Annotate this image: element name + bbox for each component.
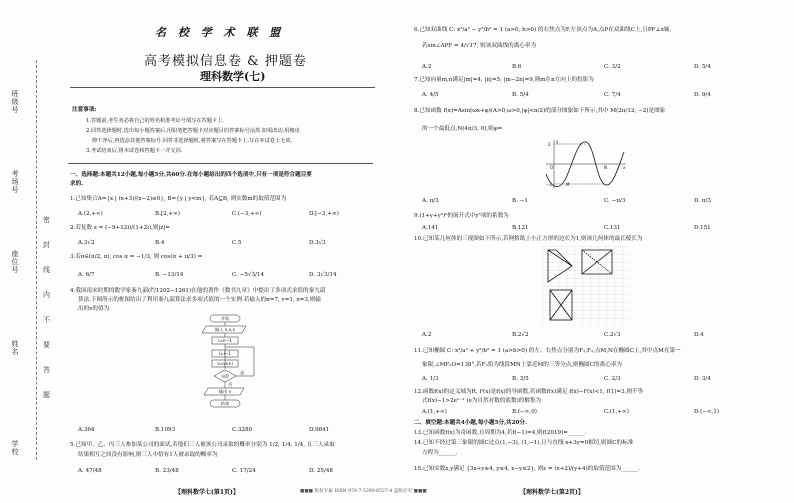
question-stem: 4.我国南宋时期的数学家秦九韶(约1202−1261)在他的著作《数书九章》中提出了多项式求值的秦九韶 bbox=[70, 288, 326, 294]
question-stem-cont: 算法.下图所示的框图给出了利用秦九韶算法求多项式值的一个实例.若输入的n=7, v=1, x=3,则输 bbox=[78, 297, 321, 303]
exam-title: 高考模拟信息卷 & 押题卷 bbox=[144, 54, 307, 69]
option: B.1093 bbox=[155, 427, 176, 433]
option: A. 6/7 bbox=[78, 272, 95, 278]
option: D.4 bbox=[694, 332, 704, 338]
fill-question: 14.已知不经过第三象限的圆C过点(1,−3), (1,−1),且与直线 x+3y=0相切,则圆C的标准 bbox=[414, 440, 634, 446]
option: A. 1/3 bbox=[422, 376, 439, 382]
flow-label: i=i−1 bbox=[218, 351, 232, 356]
option: D.9841 bbox=[309, 427, 330, 433]
class-label: 班级号 bbox=[11, 90, 19, 114]
notice-item: 擦干净后,再选涂其他答案标号.回答非选择题时,将答案写在答题卡上.写在本试卷上无效. bbox=[92, 138, 293, 144]
exam-subtitle: 理科数学(七) bbox=[200, 70, 266, 83]
option: A.3√2 bbox=[78, 240, 95, 246]
option: A. π/3 bbox=[422, 198, 439, 204]
option: D. 25/48 bbox=[309, 468, 333, 474]
option: B. 5/4 bbox=[512, 92, 529, 98]
option: A.364 bbox=[78, 427, 95, 433]
question-stem-cont: 若sin∠APF = 4/√17, 则该双曲线的离心率为 bbox=[422, 43, 537, 49]
seat-label: 座位号 bbox=[11, 250, 19, 274]
flow-label: 是 bbox=[240, 370, 245, 375]
question-stem: 5.已知甲、乙、丙三人参加某公司的面试,若他们三人被该公司录取的概率分别为 1/2, 1/4, 1/4, 且三人录取 bbox=[70, 442, 335, 448]
option: A.141 bbox=[422, 225, 439, 231]
option: B.2√2 bbox=[512, 332, 529, 338]
option: B.(−∞,0) bbox=[512, 409, 537, 415]
option: C. 7/4 bbox=[604, 92, 621, 98]
seal-char: 题 bbox=[43, 391, 50, 399]
question-stem: 11.已知椭圆 C: x²/a² + y²/b² = 1 (a>b>0) 的左、右焦点分别为F₁,F₂,点M,N在椭圆C上,其中点M在第一 bbox=[414, 348, 681, 354]
graph-label: −2 bbox=[546, 182, 552, 187]
question-stem: 2.若复数 z = (−9+12i)/(1+2i),则|z|= bbox=[70, 225, 170, 231]
option: C.(−3,+∞) bbox=[232, 211, 262, 217]
section1-heading: 一、选择题:本题共12小题,每小题5分,共60分.在每小题给出的四个选项中,只有一项是符合题目要 bbox=[70, 172, 312, 178]
option: A. 4/5 bbox=[422, 92, 439, 98]
option: C.2√3 bbox=[604, 332, 621, 338]
notice-item: 3.考试结束后,将本试卷和答题卡一并交回. bbox=[86, 148, 183, 154]
question-stem: 7.已知向量m,n满足|m|=4, |n|=5, |m−2n|=9,则m在n方向上的投影为 bbox=[414, 77, 594, 83]
fill-question: 15.已知实数x,y满足 {3x+y≥4, y≤4, x−y≤2}, 则z = (x+2)/(y+4)的取值范围为______. bbox=[414, 466, 640, 472]
footer-page-right: 【理科数学七(第2页)】 bbox=[520, 489, 584, 496]
three-view-diagram bbox=[542, 246, 630, 326]
binding-margin bbox=[0, 0, 58, 503]
brand-logo-text: 名 校 学 术 联 盟 bbox=[155, 26, 285, 39]
seal-char: 封 bbox=[43, 241, 50, 249]
option: D.(−∞,1) bbox=[694, 409, 720, 415]
notice-item: 1.答题前,考生务必将自己的姓名和准考证号填写在答题卡上. bbox=[86, 118, 224, 124]
option: C.3280 bbox=[232, 427, 253, 433]
flow-label: i≥0 bbox=[221, 373, 229, 379]
option: D. 5/4 bbox=[694, 64, 711, 70]
left-column bbox=[68, 0, 386, 503]
flow-label: v=vx+i bbox=[217, 361, 233, 366]
question-stem: 12.函数f(x)的定义域为R, f'(x)是f(x)的导函数,若函数f(x)满足 f(x)−f'(x)<1, f(1)=3,则不等 bbox=[414, 389, 644, 395]
footer-copyright: ■■■ 版权专属 ISBN 978-7-5390-6527-4 盗版必究 ■■■ bbox=[300, 489, 427, 494]
option: D.3√3 bbox=[309, 240, 326, 246]
seal-char: 要 bbox=[43, 341, 50, 349]
option: A.2 bbox=[422, 332, 432, 338]
seal-char: 答 bbox=[43, 366, 50, 374]
option: B.6 bbox=[512, 64, 522, 70]
question-stem-cont: 出的v的值为 bbox=[78, 306, 110, 312]
flow-label: 结束 bbox=[220, 401, 230, 406]
option: C. 3/2 bbox=[604, 64, 621, 70]
option: B.4 bbox=[155, 240, 165, 246]
section1-heading-cont: 求的. bbox=[70, 181, 84, 187]
name-label: 姓名 bbox=[11, 340, 19, 356]
graph-label: O bbox=[550, 165, 554, 170]
seal-char: 线 bbox=[43, 266, 50, 274]
question-stem: 1.已知集合A={x | (x+3)/(x−2)≤0}, B={y | y<m}, 若A⊆B, 则实数m的取值范围为 bbox=[70, 196, 287, 202]
fill-question-cont: 方程为______. bbox=[422, 450, 458, 456]
question-stem: 10.已知某几何体的三视图如下所示,若网格纸上小正方形的边长为1,则该几何体的最长棱长为 bbox=[414, 236, 643, 242]
graph-label: x bbox=[623, 165, 626, 170]
option: C.5 bbox=[232, 240, 242, 246]
question-stem-cont: 的一个最低点,N(4π/3, 0),则φ= bbox=[422, 126, 503, 132]
notice-rule bbox=[68, 163, 373, 164]
school-label: 学校 bbox=[11, 440, 19, 456]
option: A. 47/48 bbox=[78, 468, 102, 474]
seal-char: 不 bbox=[43, 316, 50, 324]
option: C.(1,+∞) bbox=[604, 409, 629, 415]
question-stem: 3.若α∈(π/2, π), cos α = −1/3, 则 cos(α + π/3) = bbox=[70, 254, 203, 260]
option: D.[−3,+∞) bbox=[309, 211, 339, 217]
notice-heading: 注意事项: bbox=[72, 107, 97, 113]
footer-page-left: 【理科数学七(第1页)】 bbox=[175, 489, 239, 496]
option: D. 9/4 bbox=[694, 92, 711, 98]
graph-label: 2 bbox=[548, 142, 551, 147]
option: D. π/3 bbox=[694, 198, 711, 204]
section2-heading: 二、填空题:本题共4小题,每小题5分,共20分. bbox=[414, 420, 527, 426]
option: B. −13/14 bbox=[155, 272, 184, 278]
graph-label: y bbox=[556, 139, 559, 144]
flow-label: 否 bbox=[228, 382, 233, 387]
seal-char: 内 bbox=[43, 291, 50, 299]
exam-room-label: 考场号 bbox=[11, 170, 19, 194]
option: A.(2,+∞) bbox=[78, 211, 103, 217]
option: D. 3√3/14 bbox=[309, 272, 337, 278]
option: B.[2,+∞) bbox=[155, 211, 180, 217]
option: B.121 bbox=[512, 225, 529, 231]
option: B. −1 bbox=[512, 198, 528, 204]
question-stem-cont: 式f(x)−1>2eˣ⁻¹ (e为自然对数的底数)的解集为 bbox=[422, 398, 542, 404]
option: C. −π/3 bbox=[604, 198, 626, 204]
option: C.131 bbox=[604, 225, 621, 231]
question-stem-cont: 结果相互之间没有影响,则三人中恰有1人被录取的概率为 bbox=[78, 452, 218, 458]
seal-char: 密 bbox=[43, 216, 50, 224]
option: C. 17/24 bbox=[232, 468, 256, 474]
sine-graph bbox=[542, 138, 628, 190]
option: B. 23/48 bbox=[155, 468, 179, 474]
question-stem-cont: 象限,∠MF₂O=138°,若F₂恰为线段MN上靠近M的三等分点,则椭圆C的离心率为 bbox=[422, 362, 623, 368]
flow-label: 开始 bbox=[220, 316, 230, 321]
option: B. 3/5 bbox=[512, 376, 529, 382]
question-stem: 8.已知函数 f(x)=Asin(ωx+φ)(A>0,ω>0,|φ|<π/2)的部分图象如下所示,其中 M(2π/12, −2)是图象 bbox=[414, 108, 666, 114]
graph-label: M bbox=[566, 182, 570, 187]
right-column bbox=[412, 0, 784, 503]
option: C. −5√3/14 bbox=[232, 272, 265, 278]
flowchart-diagram bbox=[188, 314, 268, 422]
fill-question: 13.已知函数f(x)为奇函数,且周期为4,若f(−1)=4,则f(2019)=______. bbox=[414, 430, 587, 436]
graph-label: N bbox=[604, 165, 607, 170]
option: A.2 bbox=[422, 64, 432, 70]
option: D.151 bbox=[694, 225, 711, 231]
seal-line bbox=[36, 60, 37, 460]
flow-label: i=n−1 bbox=[218, 338, 232, 343]
question-stem: 6.已知双曲线 C: x²/a² − y²/b² = 1 (a>0, b>0) 的右焦点为F,左顶点为A,点P在双曲线C上,且PF⊥x轴, bbox=[414, 27, 672, 33]
flow-label: 输出 v bbox=[218, 389, 232, 394]
notice-item: 2.回答选择题时,选出每小题答案后,用铅笔把答题卡对应题目的答案标号涂黑.如需改动,用橡皮 bbox=[86, 128, 300, 134]
option: C. 2/3 bbox=[604, 376, 621, 382]
option: A.(1,+∞) bbox=[422, 409, 447, 415]
option: D. 3/4 bbox=[694, 376, 711, 382]
question-stem: 9.(1+y+y²)⁶的展开式中y⁵项的系数为 bbox=[414, 213, 509, 219]
flow-label: 输入 n,v,x bbox=[215, 327, 235, 332]
